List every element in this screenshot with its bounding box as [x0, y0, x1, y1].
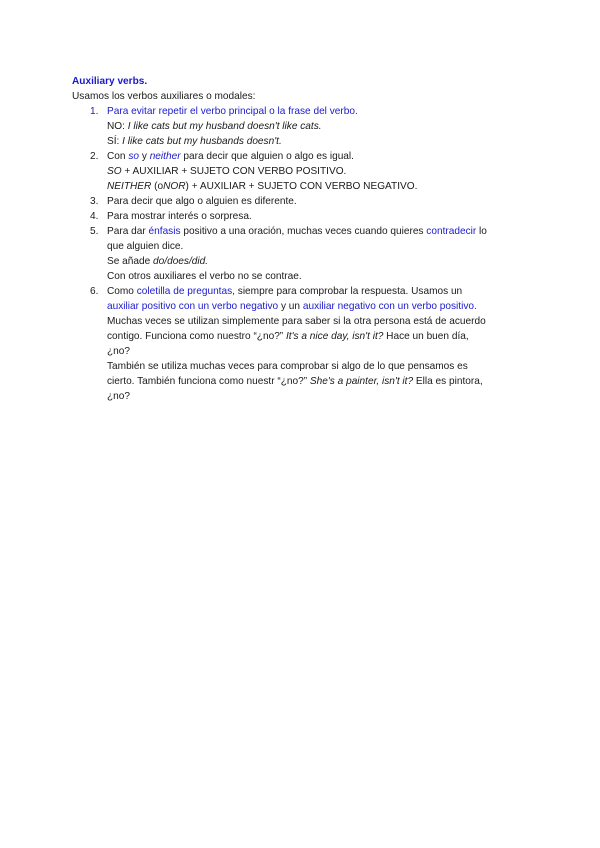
list-item [72, 209, 542, 224]
list-number: 2. [90, 151, 99, 162]
se-anade-line: Se añade do/does/did. [107, 256, 209, 267]
list-item [72, 149, 542, 194]
otros-line: Con otros auxiliares el verbo no se contrae. [107, 271, 302, 282]
numbered-list [72, 104, 542, 404]
list-number: 1. [90, 106, 99, 117]
so-formula: SO + AUXILIAR + SUJETO CON VERBO POSITIVO. [107, 166, 347, 177]
list-item [72, 284, 542, 404]
intro-text: Usamos los verbos auxiliares o modales: [72, 91, 256, 102]
item-text-cont: que alguien dice. [107, 241, 184, 252]
paragraph-line: ¿no? [107, 391, 131, 402]
paragraph-line: cierto. También funciona como nuestr “¿no?” She's a painter, isn't it? Ella es pintora, [107, 376, 483, 387]
list-number: 4. [90, 211, 99, 222]
link-neither[interactable]: neither [149, 151, 181, 162]
link-aux-positivo[interactable]: auxiliar positivo con un verbo negativo [107, 301, 279, 312]
example-si: SÍ: I like cats but my husbands doesn't. [107, 136, 282, 147]
item-text: Para evitar repetir el verbo principal o la frase del verbo. [107, 106, 358, 117]
list-number: 6. [90, 286, 99, 297]
item-text-cont: auxiliar positivo con un verbo negativo y un auxiliar negativo con un verbo positivo. [107, 301, 477, 312]
list-item [72, 104, 542, 149]
paragraph-line: Muchas veces se utilizan simplemente para saber si la otra persona está de acuerdo [107, 316, 486, 327]
link-aux-negativo[interactable]: auxiliar negativo con un verbo positivo. [302, 301, 477, 312]
item-text: Para decir que algo o alguien es diferente. [107, 196, 297, 207]
list-number: 3. [90, 196, 99, 207]
paragraph-line: También se utiliza muchas veces para comprobar si algo de lo que pensamos es [107, 361, 468, 372]
link-contradecir[interactable]: contradecir [426, 226, 477, 237]
item-text: Para dar énfasis positivo a una oración, muchas veces cuando quieres contradecir lo [107, 226, 487, 237]
list-number: 5. [90, 226, 99, 237]
list-item [72, 224, 542, 284]
document-content [72, 74, 542, 404]
link-coletilla[interactable]: coletilla de preguntas, [136, 286, 235, 297]
example-no: NO: I like cats but my husband doesn't like cats. [107, 121, 322, 132]
paragraph-line: contigo. Funciona como nuestro “¿no?” It's a nice day, isn't it? Hace un buen día, [107, 331, 469, 342]
item-text: Para mostrar interés o sorpresa. [107, 211, 252, 222]
item-text: Con so y neither para decir que alguien o algo es igual. [107, 151, 354, 162]
neither-formula: NEITHER (oNOR) + AUXILIAR + SUJETO CON VERBO NEGATIVO. [107, 181, 418, 192]
paragraph-line: ¿no? [107, 346, 131, 357]
link-so[interactable]: so [128, 151, 140, 162]
list-item [72, 194, 542, 209]
link-enfasis[interactable]: énfasis [148, 226, 181, 237]
page-title: Auxiliary verbs. [72, 76, 148, 87]
item-text: Como coletilla de preguntas, siempre para comprobar la respuesta. Usamos un [107, 286, 463, 297]
